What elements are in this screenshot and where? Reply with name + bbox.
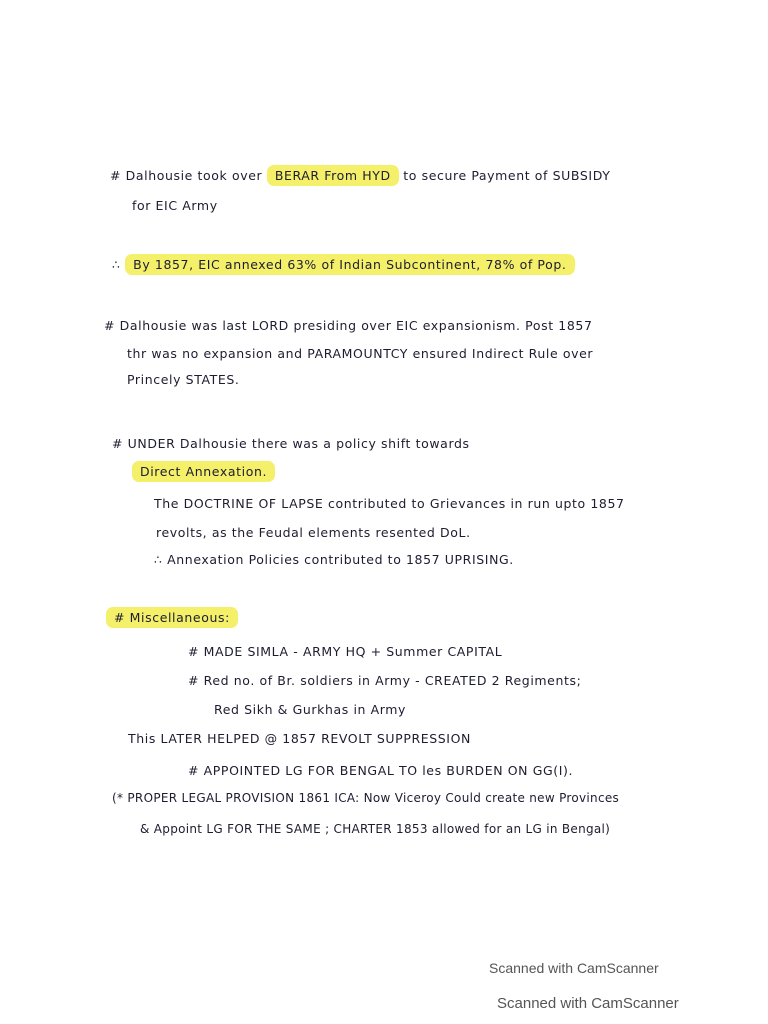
camscanner-stamp-inner: Scanned with CamScanner [489, 960, 659, 976]
p1-highlight-berar: BERAR From HYD [267, 165, 399, 186]
note-p1-line1 [110, 168, 610, 183]
note-p5-line3: Red Sikh & Gurkhas in Army [214, 702, 407, 717]
note-p5-line7: & Appoint LG FOR THE SAME ; CHARTER 1853 allowed for an LG in Bengal) [140, 822, 611, 836]
p2-highlight-annexed: By 1857, EIC annexed 63% of Indian Subcontinent, 78% of Pop. [125, 254, 574, 275]
note-p5-line5: # APPOINTED LG FOR BENGAL TO les BURDEN ON GG(I). [188, 763, 574, 778]
note-p3-line3: Princely STATES. [127, 372, 240, 387]
p5-highlight-miscellaneous: # Miscellaneous: [106, 607, 238, 628]
note-p4-line1: # UNDER Dalhousie there was a policy shift towards [112, 436, 470, 451]
note-p1-line2: for EIC Army [132, 198, 218, 213]
camscanner-stamp-outer: Scanned with CamScanner [497, 995, 679, 1012]
note-p2-line1 [112, 257, 575, 272]
note-p5-heading [106, 610, 238, 625]
p1-pre: # Dalhousie took over [110, 168, 263, 183]
note-p5-line6: (* PROPER LEGAL PROVISION 1861 ICA: Now Viceroy Could create new Provinces [112, 791, 620, 805]
p4-highlight-direct-annexation: Direct Annexation. [132, 461, 275, 482]
note-p3-line1: # Dalhousie was last LORD presiding over EIC expansionism. Post 1857 [104, 318, 593, 333]
note-p5-line1: # MADE SIMLA - ARMY HQ + Summer CAPITAL [188, 644, 503, 659]
note-p4-line5: ∴ Annexation Policies contributed to 1857 UPRISING. [154, 552, 514, 567]
note-p5-line4: This LATER HELPED @ 1857 REVOLT SUPPRESSION [128, 731, 471, 746]
note-p4-line4: revolts, as the Feudal elements resented DoL. [156, 525, 471, 540]
note-p5-line2: # Red no. of Br. soldiers in Army - CREATED 2 Regiments; [188, 673, 582, 688]
p1-post: to secure Payment of SUBSIDY [403, 168, 611, 183]
note-p3-line2: thr was no expansion and PARAMOUNTCY ensured Indirect Rule over [127, 346, 594, 361]
note-p4-line3: The DOCTRINE OF LAPSE contributed to Grievances in run upto 1857 [154, 496, 625, 511]
note-p4-line2 [132, 464, 275, 479]
p2-therefore: ∴ [112, 257, 121, 272]
